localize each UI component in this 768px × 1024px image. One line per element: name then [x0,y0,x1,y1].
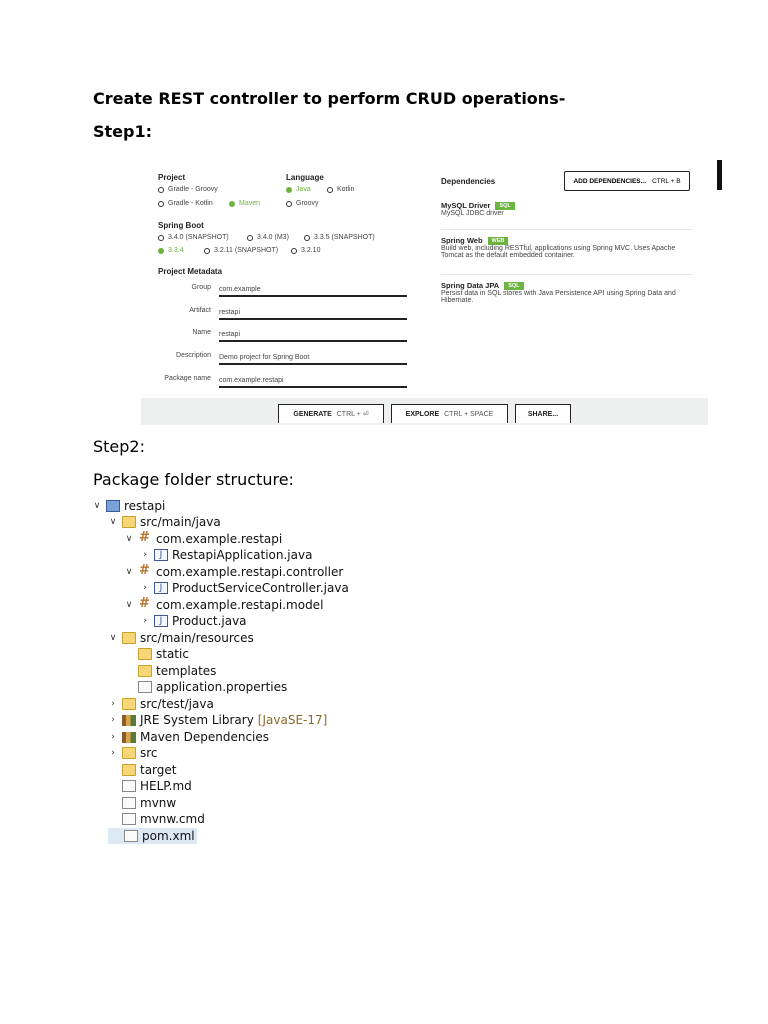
tree-item-package[interactable]: ∨ # com.example.restapi [124,531,282,547]
radio-icon [247,235,253,241]
cropped-edge [717,160,722,190]
spring-initializr-panel [141,153,708,425]
properties-file-icon [138,681,152,693]
tree-item-java-file[interactable]: › J Product.java [140,613,247,629]
project-option-maven[interactable]: Maven [229,200,260,207]
divider [441,229,693,230]
chevron-down-icon[interactable]: ∨ [109,517,117,527]
project-heading: Project [158,173,186,182]
dependency-spring-data-jpa: Spring Data JPA SQL Persist data in SQL stores with Java Persistence API using Spring Data and Hibernate. [441,281,676,304]
folder-icon [122,747,136,759]
chevron-down-icon[interactable]: ∨ [93,501,101,511]
folder-icon [138,665,152,677]
tree-item-project[interactable]: ∨ restapi [93,499,166,513]
page-heading: Create REST controller to perform CRUD operations- [93,89,566,108]
boot-option[interactable]: 3.3.5 (SNAPSHOT) [304,234,375,241]
package-name-field[interactable]: com.example.restapi [219,374,407,388]
language-option-groovy[interactable]: Groovy [286,200,319,207]
source-folder-icon [122,698,136,710]
radio-icon [291,248,297,254]
divider [441,274,693,275]
dependency-mysql: MySQL Driver SQL MySQL JDBC driver [441,201,696,217]
library-icon [122,732,136,743]
library-icon [122,715,136,726]
generate-button[interactable]: GENERATE CTRL + ⏎ [278,404,384,423]
radio-icon [204,248,210,254]
package-icon [138,566,152,578]
chevron-down-icon[interactable]: ∨ [125,534,133,544]
java-file-icon: J [154,582,168,594]
maven-pom-icon [124,830,138,842]
share-button[interactable]: SHARE... [515,404,571,423]
markdown-file-icon [122,780,136,792]
project-option-gradle-groovy[interactable]: Gradle - Groovy [158,186,218,193]
tree-item-folder[interactable]: static [124,646,189,662]
artifact-field[interactable]: restapi [219,306,407,320]
package-icon [138,599,152,611]
add-dependencies-button[interactable]: ADD DEPENDENCIES... CTRL + B [564,171,690,191]
tree-item-file[interactable]: application.properties [124,679,287,695]
tree-item-library[interactable]: › JRE System Library [JavaSE-17] [108,712,327,728]
structure-label: Package folder structure: [93,470,294,489]
description-field[interactable]: Demo project for Spring Boot [219,351,407,365]
tree-item-source-folder[interactable]: › src/test/java [108,696,214,712]
chevron-down-icon[interactable]: ∨ [125,600,133,610]
metadata-label-artifact: Artifact [189,307,211,314]
radio-icon [304,235,310,241]
chevron-right-icon[interactable]: › [111,699,115,709]
tree-item-folder[interactable]: templates [124,663,216,679]
package-explorer-tree [90,497,390,857]
java-file-icon: J [154,549,168,561]
project-metadata-heading: Project Metadata [158,267,223,276]
language-option-kotlin[interactable]: Kotlin [327,186,355,193]
tree-item-java-file[interactable]: › J ProductServiceController.java [140,580,349,596]
radio-icon [158,187,164,193]
chevron-right-icon[interactable]: › [143,616,147,626]
step1-label: Step1: [93,122,153,141]
chevron-right-icon[interactable]: › [111,715,115,725]
tree-item-file[interactable]: mvnw.cmd [108,811,205,827]
tree-item-file[interactable]: mvnw [108,795,176,811]
chevron-right-icon[interactable]: › [111,732,115,742]
metadata-label-group: Group [191,284,211,291]
initializr-footer [141,398,708,425]
tree-item-file-selected[interactable]: pom.xml [108,828,197,844]
language-heading: Language [286,173,324,182]
tree-item-folder[interactable]: › src [108,745,158,761]
boot-option[interactable]: 3.2.10 [291,247,320,254]
sql-tag: SQL [495,202,514,210]
boot-option[interactable]: 3.4.0 (SNAPSHOT) [158,234,229,241]
chevron-right-icon[interactable]: › [143,550,147,560]
web-tag: WEB [488,237,509,245]
radio-icon [286,201,292,207]
project-option-gradle-kotlin[interactable]: Gradle - Kotlin [158,200,213,207]
dependency-spring-web: Spring Web WEB Build web, including RESTful, applications using Spring MVC. Uses Apache Tomcat as the default embedded container. [441,236,676,259]
language-option-java[interactable]: Java [286,186,311,193]
package-icon [138,533,152,545]
metadata-label-name: Name [192,329,211,336]
radio-selected-icon [229,201,235,207]
spring-boot-heading: Spring Boot [158,221,204,230]
chevron-right-icon[interactable]: › [111,748,115,758]
tree-item-package[interactable]: ∨ # com.example.restapi.controller [124,564,343,580]
folder-icon [122,764,136,776]
chevron-down-icon[interactable]: ∨ [109,633,117,643]
source-folder-icon [122,516,136,528]
explore-button[interactable]: EXPLORE CTRL + SPACE [391,404,508,423]
radio-selected-icon [286,187,292,193]
java-file-icon: J [154,615,168,627]
sql-tag: SQL [504,282,523,290]
tree-item-source-folder[interactable]: ∨ src/main/java [109,515,221,529]
radio-icon [158,235,164,241]
file-icon [122,797,136,809]
tree-item-package[interactable]: ∨ # com.example.restapi.model [124,597,323,613]
radio-icon [327,187,333,193]
source-folder-icon [122,632,136,644]
chevron-down-icon[interactable]: ∨ [125,567,133,577]
tree-item-file[interactable]: HELP.md [108,778,192,794]
tree-item-library[interactable]: › Maven Dependencies [108,729,269,745]
group-field[interactable]: com.example [219,283,407,297]
radio-icon [158,201,164,207]
maven-project-icon [106,500,120,512]
tree-item-source-folder[interactable]: ∨ src/main/resources [109,631,254,645]
boot-option[interactable]: 3.2.11 (SNAPSHOT) [204,247,278,254]
boot-option[interactable]: 3.4.0 (M3) [247,234,289,241]
radio-selected-icon [158,248,164,254]
metadata-label-description: Description [175,352,211,359]
metadata-label-package: Package name [164,375,211,382]
name-field[interactable]: restapi [219,328,407,342]
step2-label: Step2: [93,437,145,456]
cmd-file-icon [122,813,136,825]
folder-icon [138,648,152,660]
boot-option-selected[interactable]: 3.3.4 [158,247,184,254]
dependencies-heading: Dependencies [441,177,496,186]
chevron-right-icon[interactable]: › [143,583,147,593]
tree-item-folder[interactable]: target [108,762,177,778]
tree-item-java-file[interactable]: › J RestapiApplication.java [140,547,312,563]
